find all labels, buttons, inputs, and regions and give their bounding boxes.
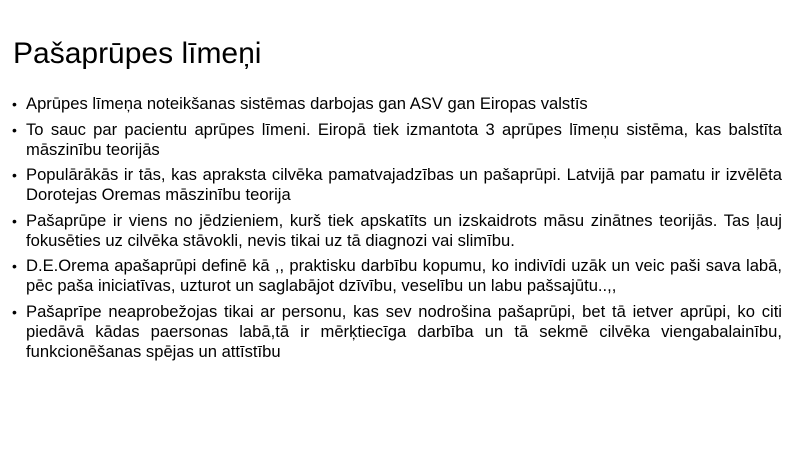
bullet-text: D.E.Orema apašaprūpi definē kā ,, praktisku darbību kopumu, ko indivīdi uzāk un veic paši sava labā, pēc paša iniciatīvas, uzturot un saglabājot dzīvību, veselību un labu pašsajūtu..,, <box>26 256 782 295</box>
bullet-text: Pašaprūpe ir viens no jēdzieniem, kurš tiek apskatīts un izskaidrots māsu zinātnes teorijās. Tas ļauj fokusēties uz cilvēka stāvokli, nevis tikai uz tā diagnozi vai slimību. <box>26 210 782 250</box>
bullet-dot-icon: • <box>12 96 17 112</box>
bullet-dot-icon: • <box>12 258 17 274</box>
bullet-dot-icon: • <box>12 167 17 183</box>
bullet-text: Pašaprīpe neaprobežojas tikai ar personu, kas sev nodrošina pašaprūpi, bet tā ietver aprūpi, ko citi piedāvā kādas paersonas labā,tā ir mērķtiecīga darbība un tā sekmē cilvēka viengabalainību, funkcionēšanas spējas un attīstību <box>26 301 782 361</box>
bullet-item <box>12 165 782 205</box>
bullet-text: To sauc par pacientu aprūpes līmeni. Eiropā tiek izmantota 3 aprūpes līmeņu sistēma, kas balstīta māszinību teorijās <box>26 119 782 159</box>
bullet-text: Populārākās ir tās, kas apraksta cilvēka pamatvajadzības un pašaprūpi. Latvijā par pamatu ir izvēlēta Dorotejas Oremas māszinību teorija <box>26 165 782 204</box>
bullet-item <box>12 211 782 251</box>
bullet-item <box>12 256 782 296</box>
bullet-dot-icon: • <box>12 121 17 138</box>
slide-title: Pašaprūpes līmeņi <box>13 37 262 70</box>
bullet-dot-icon: • <box>12 212 17 229</box>
bullet-item <box>12 120 782 160</box>
bullet-list <box>12 94 782 367</box>
bullet-text: Aprūpes līmeņa noteikšanas sistēmas darbojas gan ASV gan Eiropas valstīs <box>26 94 588 113</box>
bullet-dot-icon: • <box>12 303 17 320</box>
bullet-item <box>12 302 782 362</box>
bullet-item <box>12 94 782 114</box>
